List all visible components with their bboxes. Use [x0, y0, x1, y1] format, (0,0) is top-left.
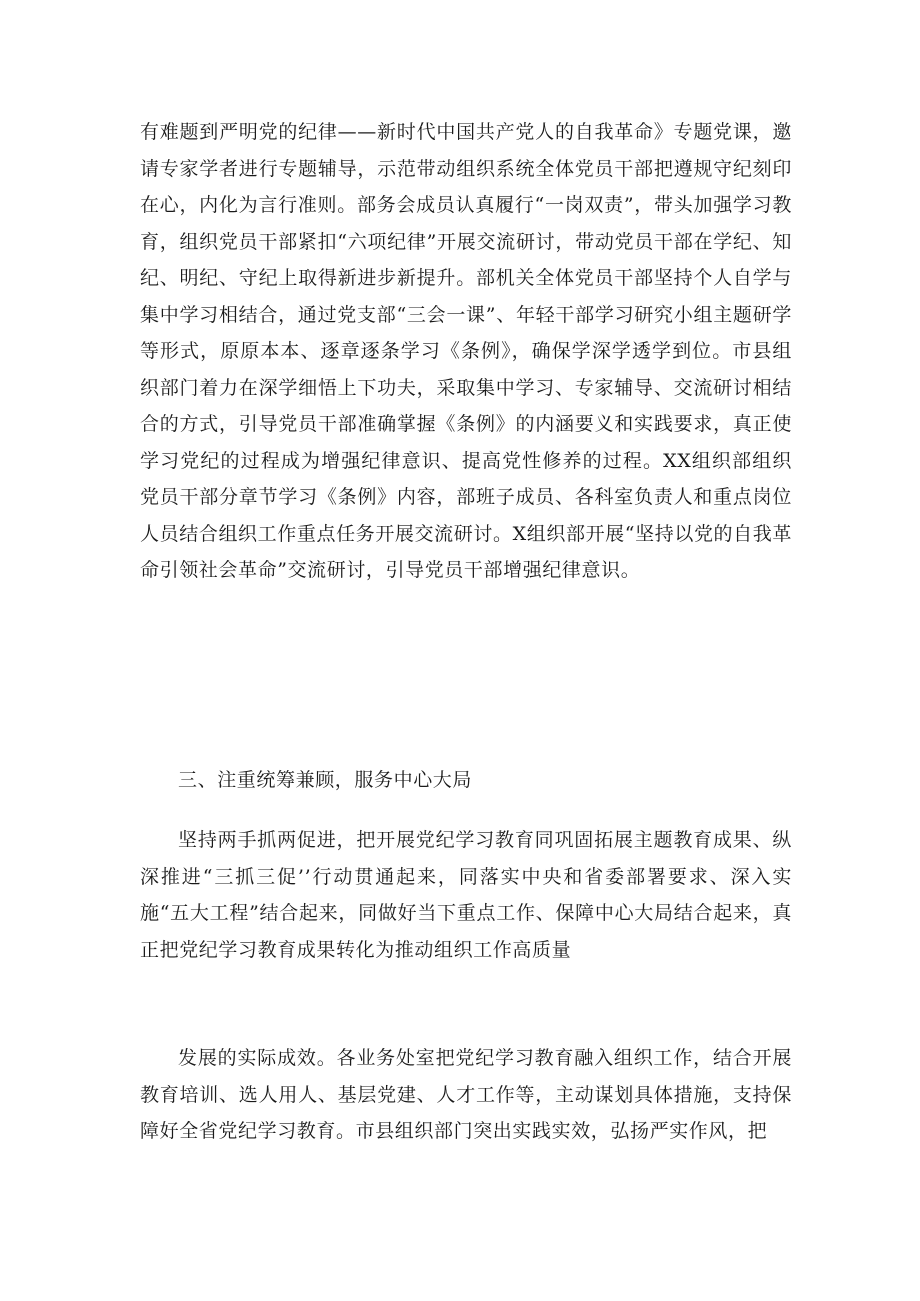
body-paragraph: 坚持两手抓两促进，把开展党纪学习教育同巩固拓展主题教育成果、纵深推进“三抓三促’’行动贯通起来，同落实中央和省委部署要求、深入实施“五大工程”结合起来，同做好当下重点工作、保障中心大局结合起来，真正把党纪学习教育成果转化为推动组织工作高质量 — [140, 829, 792, 961]
section-heading: 三、注重统筹兼顾，服务中心大局 — [178, 769, 473, 791]
body-paragraph: 有难题到严明党的纪律——新时代中国共产党人的自我革命》专题党课，邀请专家学者进行专题辅导，示范带动组织系统全体党员干部把遵规守纪刻印在心，内化为言行准则。部务会成员认真履行“一岗双责”，带头加强学习教育，组织党员干部紧扣“六项纪律”开展交流研讨，带动党员干部在学纪、知纪、明纪、守纪上取得新进步新提升。部机关全体党员干部坚持个人自学与集中学习相结合，通过党支部“三会一课”、年轻干部学习研究小组主题研学等形式，原原本本、逐章逐条学习《条例》，确保学深学透学到位。市县组织部门着力在深学细悟上下功夫，采取集中学习、专家辅导、交流研讨相结合的方式，引导党员干部准确掌握《条例》的内涵要义和实践要求，真正使学习党纪的过程成为增强纪律意识、提高党性修养的过程。XX组织部组织党员干部分章节学习《条例》内容，部班子成员、各科室负责人和重点岗位人员结合组织工作重点任务开展交流研讨。X组织部开展“坚持以党的自我革命引领社会革命”交流研讨，引导党员干部增强纪律意识。 — [140, 121, 792, 581]
body-paragraph: 发展的实际成效。各业务处室把党纪学习教育融入组织工作，结合开展教育培训、选人用人、基层党建、人才工作等，主动谋划具体措施，支持保障好全省党纪学习教育。市县组织部门突出实践实效，弘扬严实作风，把 — [140, 1047, 792, 1142]
